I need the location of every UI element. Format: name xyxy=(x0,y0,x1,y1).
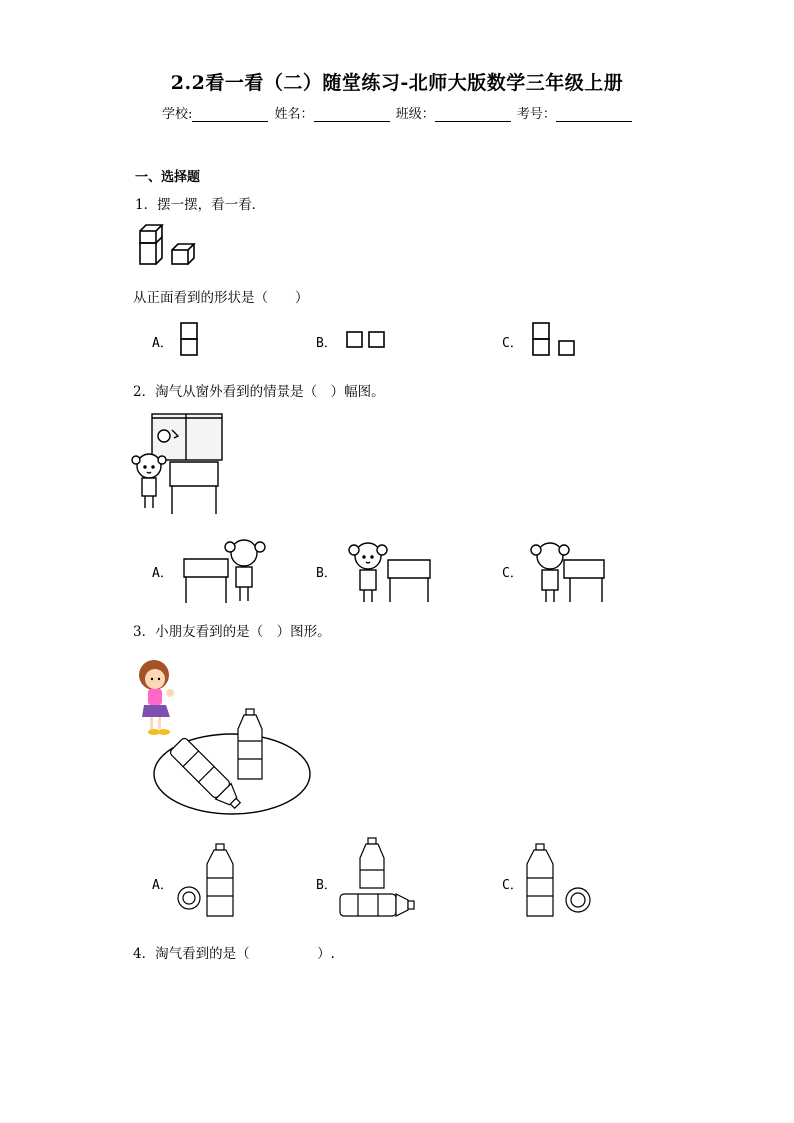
page-title: 2.2看一看（二）随堂练习-北师大版数学三年级上册 xyxy=(170,72,624,94)
question-1-stem: 1．摆一摆，看一看． xyxy=(135,197,266,213)
q1-option-c-label[interactable]: C． xyxy=(502,336,523,351)
name-label: 姓名： xyxy=(274,107,314,122)
q2-option-c-scene[interactable] xyxy=(528,540,608,606)
question-2-stem: 2．淘气从窗外看到的情景是（ ）幅图。 xyxy=(133,384,385,400)
q3-option-c-views[interactable] xyxy=(526,842,596,922)
q1-option-c-shape[interactable] xyxy=(532,322,580,358)
q2-option-b-scene[interactable] xyxy=(350,540,434,606)
school-blank[interactable] xyxy=(192,107,268,122)
q1-option-a-shape[interactable] xyxy=(180,322,200,358)
school-label: 学校: xyxy=(162,107,193,122)
q1-option-b-label[interactable]: B． xyxy=(316,336,337,351)
section-heading: 一、选择题 xyxy=(135,170,201,185)
exam-number-label: 考号： xyxy=(516,107,556,122)
cube-arrangement-figure xyxy=(136,224,200,270)
bottles-on-table-figure xyxy=(132,655,316,820)
q2-option-b-label[interactable]: B． xyxy=(316,566,337,581)
q2-option-a-label[interactable]: A． xyxy=(152,566,173,581)
q1-option-a-label[interactable]: A． xyxy=(152,336,173,351)
exam-number-blank[interactable] xyxy=(556,107,632,122)
q3-option-c-label[interactable]: C． xyxy=(502,878,523,893)
question-3-stem: 3．小朋友看到的是（ ）图形。 xyxy=(133,624,331,640)
question-1-subprompt: 从正面看到的形状是（ ） xyxy=(133,290,309,306)
class-blank[interactable] xyxy=(435,107,511,122)
q2-option-c-label[interactable]: C． xyxy=(502,566,523,581)
student-info-line xyxy=(162,103,634,122)
q3-option-a-views[interactable] xyxy=(176,842,240,922)
question-4-stem: 4．淘气看到的是（ ）. xyxy=(133,946,335,962)
window-scene-figure xyxy=(132,410,222,518)
q3-option-b-views[interactable] xyxy=(338,836,418,922)
q1-option-b-shape[interactable] xyxy=(346,331,388,351)
q3-option-b-label[interactable]: B． xyxy=(316,878,337,893)
name-blank[interactable] xyxy=(314,107,390,122)
q2-option-a-scene[interactable] xyxy=(182,537,272,605)
class-label: 班级： xyxy=(395,107,435,122)
q3-option-a-label[interactable]: A． xyxy=(152,878,173,893)
